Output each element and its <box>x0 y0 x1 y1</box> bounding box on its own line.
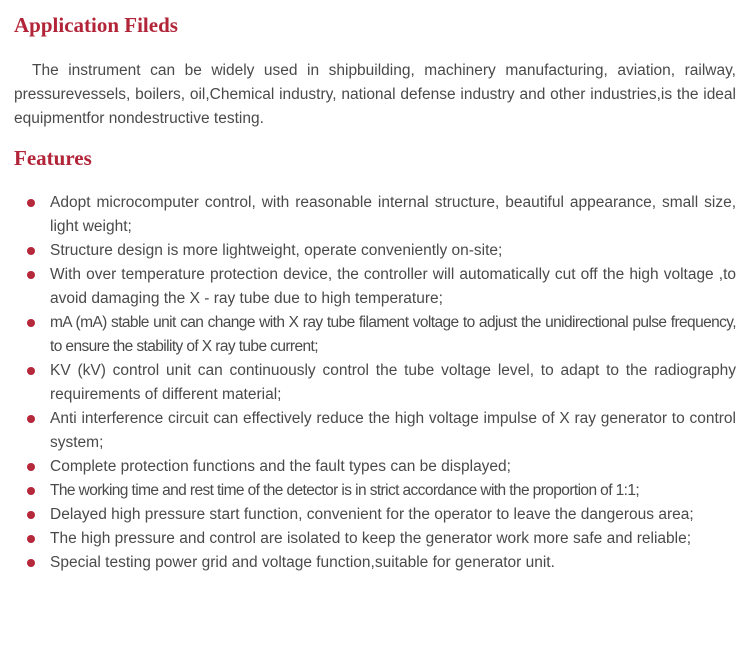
application-fields-heading: Application Fileds <box>14 13 178 37</box>
feature-item <box>14 503 736 527</box>
feature-item-text: Delayed high pressure start function, convenient for the operator to leave the dangerous area; <box>50 506 694 523</box>
feature-item <box>14 359 736 407</box>
feature-item-text: Special testing power grid and voltage function,suitable for generator unit. <box>50 554 555 571</box>
bullet-icon <box>27 319 35 327</box>
feature-item <box>14 479 736 503</box>
bullet-icon <box>27 199 35 207</box>
feature-item <box>14 239 736 263</box>
feature-item-text: Adopt microcomputer control, with reasonable internal structure, beautiful appearance, small size, light weight; <box>50 194 736 235</box>
feature-item-text: KV (kV) control unit can continuously control the tube voltage level, to adapt to the radiography requirements of different material; <box>50 362 736 403</box>
feature-item <box>14 407 736 455</box>
features-list <box>14 191 736 575</box>
feature-item-text: Anti interference circuit can effectively reduce the high voltage impulse of X ray generator to control system; <box>50 410 736 451</box>
bullet-icon <box>27 511 35 519</box>
features-heading: Features <box>14 146 92 170</box>
feature-item <box>14 263 736 311</box>
bullet-icon <box>27 367 35 375</box>
feature-item-text: The high pressure and control are isolated to keep the generator work more safe and reliable; <box>50 530 692 547</box>
bullet-icon <box>27 487 35 495</box>
feature-item <box>14 551 736 575</box>
feature-item-text: Complete protection functions and the fault types can be displayed; <box>50 458 511 475</box>
bullet-icon <box>27 247 35 255</box>
feature-item <box>14 191 736 239</box>
feature-item-text: With over temperature protection device, the controller will automatically cut off the high voltage ,to avoid damaging the X - ray tube due to high temperature; <box>50 266 736 307</box>
feature-item <box>14 455 736 479</box>
bullet-icon <box>27 559 35 567</box>
feature-item <box>14 311 736 359</box>
feature-item <box>14 527 736 551</box>
application-fields-paragraph: The instrument can be widely used in shipbuilding, machinery manufacturing, aviation, railway, pressurevessels, boilers, oil,Chemical industry, national defense industry and other industries,is the ideal equipmentfor nondestructive testing. <box>14 62 736 127</box>
feature-item-text: mA (mA) stable unit can change with X ray tube filament voltage to adjust the unidirectional pulse frequency, to ensure the stability of X ray tube current; <box>50 314 736 355</box>
bullet-icon <box>27 535 35 543</box>
bullet-icon <box>27 271 35 279</box>
bullet-icon <box>27 463 35 471</box>
bullet-icon <box>27 415 35 423</box>
feature-item-text: The working time and rest time of the detector is in strict accordance with the proportion of 1:1; <box>50 482 640 499</box>
feature-item-text: Structure design is more lightweight, operate conveniently on-site; <box>50 242 503 259</box>
